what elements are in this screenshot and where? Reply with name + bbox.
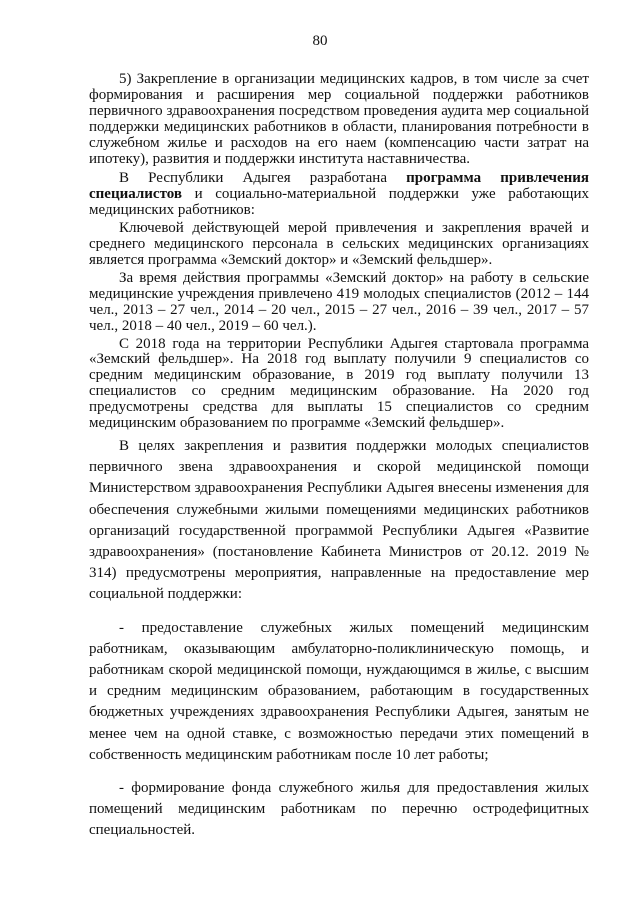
page-number: 80 (312, 33, 328, 49)
paragraph-staff-retention: 5) Закрепление в организации медицинских кадров, в том числе за счет формирования и расширения мер социальной поддержки работников первичного здравоохранения посредством проведения аудита мер социальной поддержки медицинских работников в области, планирования потребности в служебном жилье и расходов на его наем (компенсацию части затрат на ипотеку), развития и поддержки института наставничества. (89, 71, 589, 167)
paragraph-zemsky-doctor: За время действия программы «Земский доктор» на работу в сельские медицинские учреждения привлечено 419 молодых специалистов (2012 – 144 чел., 2013 – 27 чел., 2014 – 20 чел., 2015 – 27 чел., 2016 – 39 чел., 2017 – 57 чел., 2018 – 40 чел., 2019 – 60 чел.). (89, 269, 589, 334)
paragraph-recruitment-program (89, 171, 589, 219)
paragraph-key-measure: Ключевой действующей мерой привлечения и закрепления врачей и среднего медицинского персонала в сельских медицинских организациях является программа «Земский доктор» и «Земский фельдшер». (89, 220, 589, 268)
paragraph-zemsky-feldsher: С 2018 года на территории Республики Адыгея стартовала программа «Земский фельдшер». На 2018 год выплату получили 9 специалистов со средним медицинским образование, в 2019 год выплату получили 13 специалистов со средним медицинским образование. На 2020 год предусмотрены средства для выплаты 15 специалистов со средним медицинским образованием по программе «Земский фельдшер». (89, 335, 589, 432)
paragraph-recruitment-program-bold: программа привлечения специалистов (89, 170, 589, 203)
paragraph-recruitment-program-rest: и социально-материальной поддержки уже работающих медицинских работников: (89, 186, 589, 219)
paragraph-recruitment-program-intro: В Республики Адыгея разработана (119, 170, 407, 187)
document-body (89, 72, 589, 842)
list-item-housing-provision: - предоставление служебных жилых помещений медицинским работникам, оказывающим амбулаторно-поликлиническую помощь, и работникам скорой медицинской помощи, нуждающимся в жилье, с высшим и средним медицинским образованием, работающим в государственных бюджетных учреждениях здравоохранения Республики Адыгея, занятым не менее чем на одной ставке, с возможностью передачи этих помещений в собственность медицинским работникам после 10 лет работы; (89, 619, 589, 763)
paragraph-young-specialists: В целях закрепления и развития поддержки молодых специалистов первичного звена здравоохранения и скорой медицинской помощи Министерством здравоохранения Республики Адыгея внесены изменения для обеспечения служебными жилыми помещениями медицинских работников организаций государственной программой Республики Адыгея «Развитие здравоохранения» (постановление Кабинета Министров от 20.12. 2019 № 314) предусмотрены мероприятия, направленные на предоставление мер социальной поддержки: (89, 437, 589, 603)
list-item-housing-fund: - формирование фонда служебного жилья для предоставления жилых помещений медицинским работникам по перечню остродефицитных специальностей. (89, 779, 589, 839)
